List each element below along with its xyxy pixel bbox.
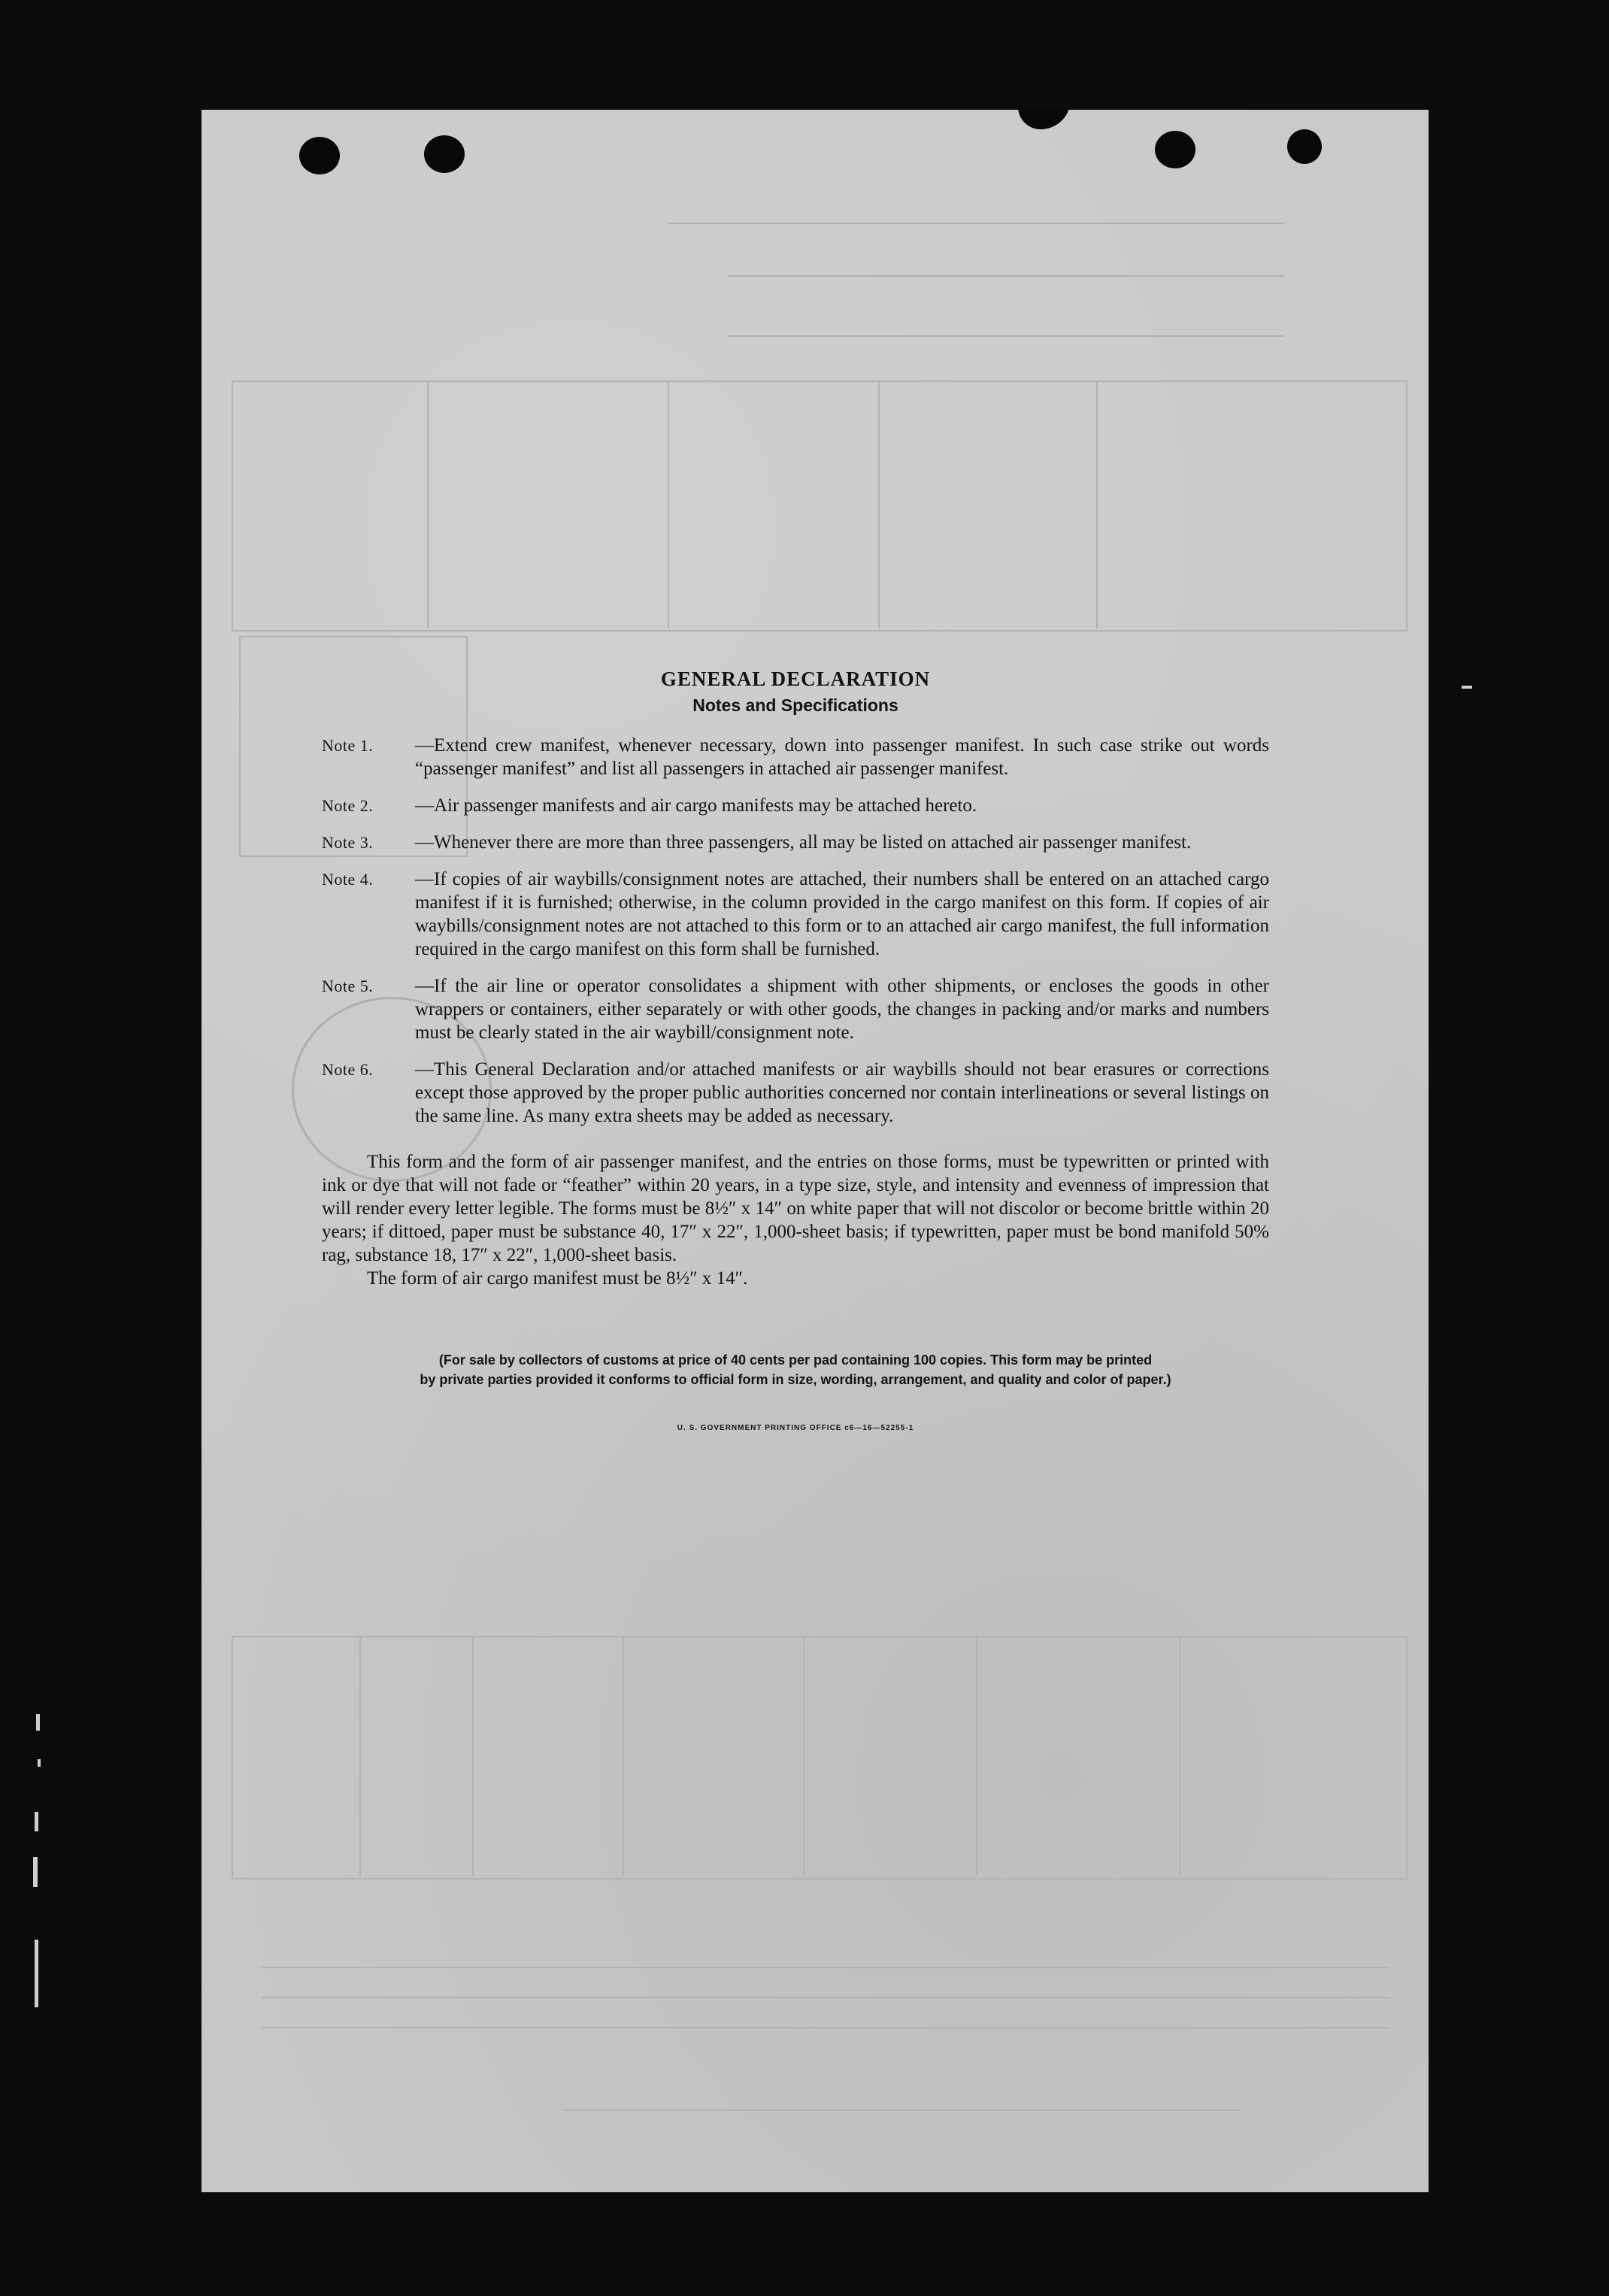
margin-scratch bbox=[35, 1940, 38, 2007]
punch-hole-center-left bbox=[424, 135, 465, 173]
punch-hole-right bbox=[1155, 131, 1195, 168]
note-2 bbox=[322, 794, 1269, 817]
specification-paragraph: This form and the form of air passenger manifest, and the entries on those forms, must be typewritten or printed with ink or dye that will not fade or “feather” within 20 years, in a type size, style, and intensity and evenness of impression that will render every letter legible. The forms must be 8½″ x 14″ on white paper that will not discolor or become brittle within 20 years; if dittoed, paper must be substance 40, 17″ x 22″, 1,000-sheet basis; if typewritten, paper must be bond manifold 50% rag, substance 18, 17″ x 22″, 1,000-sheet basis. bbox=[322, 1152, 1269, 1265]
margin-scratch bbox=[1462, 686, 1472, 689]
note-label: Note 6. bbox=[322, 1060, 374, 1079]
bleed-through-column bbox=[1096, 380, 1098, 629]
punch-hole-far-right bbox=[1287, 129, 1322, 164]
note-text: —Air passenger manifests and air cargo manifests may be attached hereto. bbox=[415, 795, 977, 816]
margin-scratch bbox=[36, 1714, 40, 1731]
bleed-through-line bbox=[262, 1967, 1389, 1968]
bleed-through-line bbox=[262, 1997, 1389, 1998]
bleed-through-column bbox=[427, 380, 429, 629]
printing-office-imprint: U. S. GOVERNMENT PRINTING OFFICE c6—16—52255-1 bbox=[677, 1424, 914, 1432]
cargo-manifest-size-note: The form of air cargo manifest must be 8½″ x 14″. bbox=[367, 1268, 748, 1289]
note-text: —If the air line or operator consolidates a shipment with other shipments, or encloses the goods in other wrappers or containers, either separately or with other goods, the changes in packing and/or marks and numbers must be clearly stated in the air waybill/consignment note. bbox=[415, 976, 1269, 1043]
note-text: —Extend crew manifest, whenever necessary, down into passenger manifest. In such case strike out words “passenger manifest” and list all passengers in attached air passenger manifest. bbox=[415, 735, 1269, 779]
note-text: —This General Declaration and/or attached manifests or air waybills should not bear erasures or corrections except those approved by the proper public authorities concerned nor contain interlineations or several listings on the same line. As many extra sheets may be added as necessary. bbox=[415, 1059, 1269, 1126]
bleed-through-cargo-table bbox=[232, 1636, 1407, 1880]
margin-scratch bbox=[33, 1857, 38, 1887]
bleed-through-line bbox=[728, 335, 1284, 337]
note-label: Note 5. bbox=[322, 977, 374, 995]
margin-scratch bbox=[35, 1812, 38, 1831]
note-label: Note 3. bbox=[322, 833, 374, 852]
punch-hole-left bbox=[299, 137, 340, 174]
margin-scratch bbox=[38, 1759, 41, 1767]
note-text: —If copies of air waybills/consignment notes are attached, their numbers shall be entered on an attached cargo manifest if it is furnished; otherwise, in the column provided in the cargo manifest on this form. If copies of air waybills/consignment notes are not attached to this form or to an attached air cargo manifest, the full information required in the cargo manifest on this form shall be furnished. bbox=[415, 869, 1269, 959]
page-title: GENERAL DECLARATION bbox=[660, 668, 931, 690]
bleed-through-column bbox=[472, 1636, 474, 1876]
bleed-through-column bbox=[878, 380, 880, 629]
note-4 bbox=[322, 868, 1269, 961]
note-label: Note 4. bbox=[322, 870, 374, 889]
note-3 bbox=[322, 831, 1269, 854]
bleed-through-column bbox=[976, 1636, 977, 1876]
bleed-through-column bbox=[623, 1636, 624, 1876]
bleed-through-column bbox=[668, 380, 669, 629]
note-label: Note 1. bbox=[322, 736, 374, 755]
sale-notice-line: (For sale by collectors of customs at price of 40 cents per pad containing 100 copies. This form may be printed bbox=[438, 1352, 1153, 1368]
bleed-through-column bbox=[359, 1636, 361, 1876]
note-text: —Whenever there are more than three passengers, all may be listed on attached air passenger manifest. bbox=[415, 832, 1192, 853]
note-1 bbox=[322, 734, 1269, 780]
paper-tear bbox=[1018, 110, 1071, 129]
bleed-through-line bbox=[668, 223, 1284, 224]
bleed-through-column bbox=[803, 1636, 804, 1876]
declaration-notes bbox=[322, 668, 1269, 1440]
note-5 bbox=[322, 974, 1269, 1044]
note-6 bbox=[322, 1058, 1269, 1128]
bleed-through-table bbox=[232, 380, 1407, 632]
note-label: Note 2. bbox=[322, 796, 374, 815]
bleed-through-line bbox=[562, 2110, 1239, 2111]
bleed-through-line bbox=[262, 2027, 1389, 2028]
sale-notice bbox=[322, 1350, 1269, 1389]
bleed-through-line bbox=[728, 275, 1284, 277]
bleed-through-column bbox=[1179, 1636, 1180, 1876]
sale-notice-line: by private parties provided it conforms to official form in size, wording, arrangement, and quality and color of paper.) bbox=[420, 1372, 1171, 1387]
page-subtitle: Notes and Specifications bbox=[692, 695, 898, 715]
document-sheet bbox=[202, 110, 1429, 2192]
